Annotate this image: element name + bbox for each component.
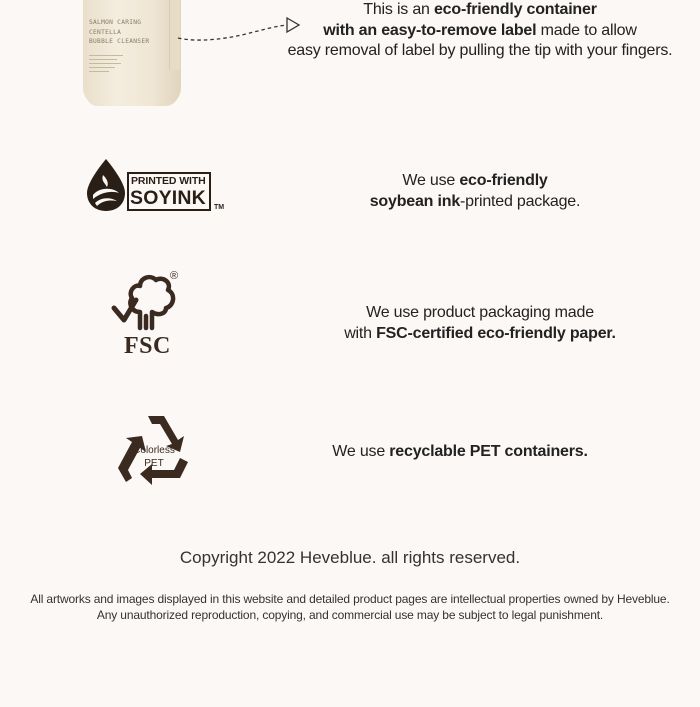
fsc-registered-mark: ® [170,270,179,282]
pet-logo-line2: PET [144,457,164,469]
copyright-text: Copyright 2022 Heveblue. all rights reserved. [179,548,521,567]
bottle-name-line2: CENTELLA [89,28,122,36]
legal-notice-line1: All artworks and images displayed in this website and detailed product pages are intellectual properties owned by Heveblue. [30,592,670,606]
label-description: This is an eco-friendly container with an easy-to-remove label made to allow easy removal of label by pulling the tip with your fingers. [287,1,673,59]
bottle-fine-print [89,52,123,75]
bottle-label-text [89,18,149,47]
soybean-drop-icon [83,157,129,213]
soyink-wordmark: SOYINK [130,187,206,209]
bottle-name-line3: BUBBLE CLEANSER [89,38,150,45]
pet-logo-text [128,445,180,470]
soyink-description: We use eco-friendly soybean ink-printed package. [369,172,581,210]
soyink-printed-with: PRINTED WITH [131,175,206,187]
soyink-logo [83,157,214,213]
product-bottle-image [83,0,181,106]
pet-logo-line1: Colorless [133,445,175,456]
fsc-wordmark: FSC [124,333,171,359]
legal-notice-line2: Any unauthorized reproduction, copying, and commercial use may be subject to legal punishment. [96,607,604,622]
pet-description: We use recyclable PET containers. [332,443,588,460]
fsc-description: We use product packaging made with FSC-certified eco-friendly paper. [344,304,616,342]
soyink-trademark: TM [214,204,225,211]
legal-notice [0,592,700,623]
bottle-name-line1: SALMON CARING [89,19,142,26]
